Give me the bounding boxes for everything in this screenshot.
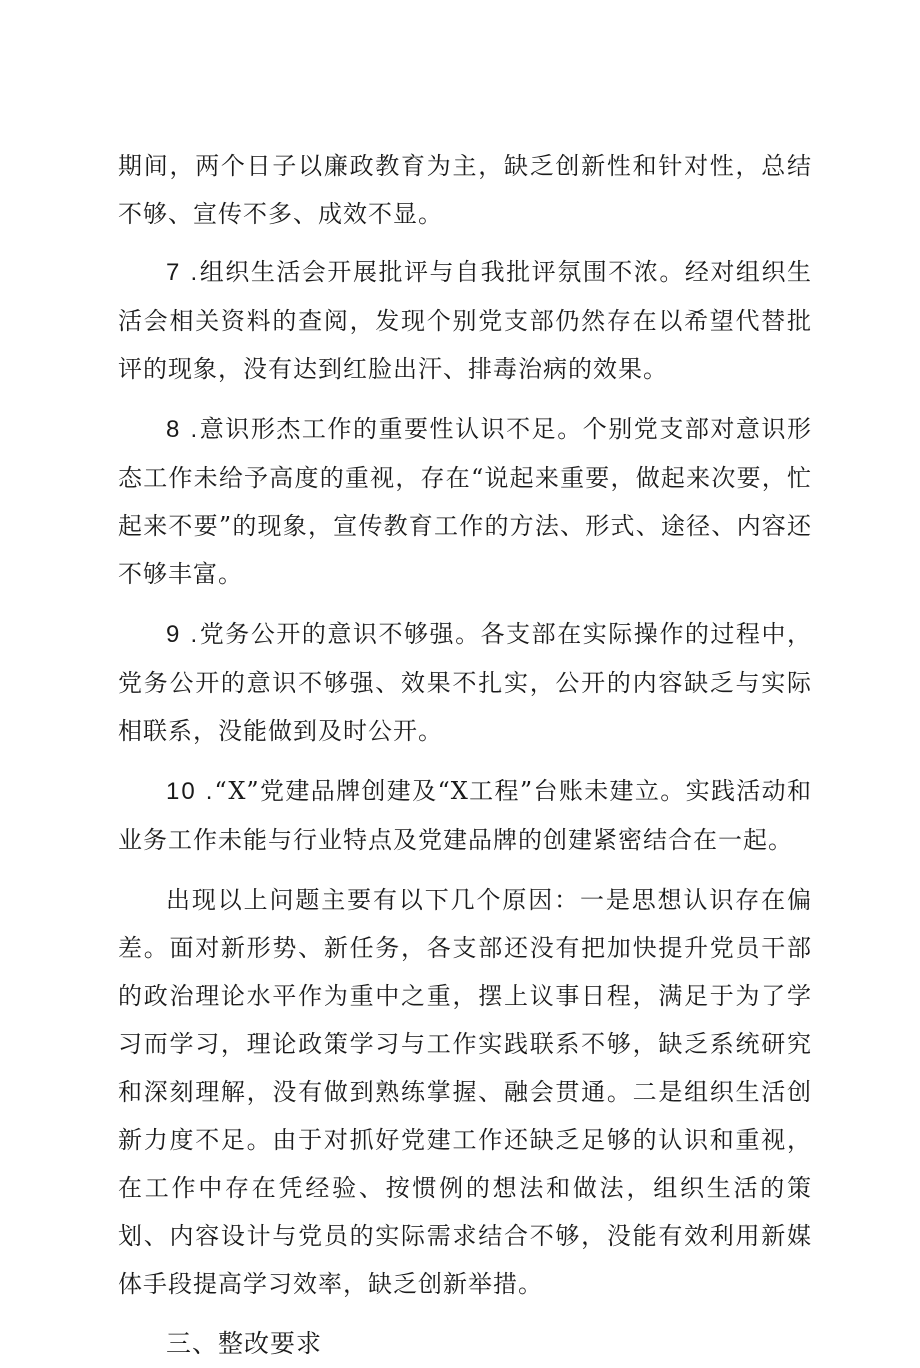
paragraph-text: 党务公开的意识不够强。各支部在实际操作的过程中，党务公开的意识不够强、效果不扎实，公开的内容缺乏与实际相联系，没能做到及时公开。 [118, 620, 812, 745]
paragraph-text: 期间，两个日子以廉政教育为主，缺乏创新性和针对性，总结不够、宣传不多、成效不显。 [118, 152, 812, 228]
paragraph-text: 出现以上问题主要有以下几个原因：一是思想认识存在偏差。面对新形势、新任务，各支部还没有把加快提升党员干部的政治理论水平作为重中之重，摆上议事日程，满足于为了学习而学习，理论政策学习与工作实践联系不够，缺乏系统研究和深刻理解，没有做到熟练掌握、融会贯通。二是组织生活创新力度不足。由于对抓好党建工作还缺乏足够的认识和重视，在工作中存在凭经验、按惯例的想法和做法，组织生活的策划、内容设计与党员的实际需求结合不够，没能有效利用新媒体手段提高学习效率，缺乏创新举措。 [118, 886, 812, 1298]
item-number: 7 . [166, 259, 200, 286]
paragraph-causes [118, 876, 812, 1308]
paragraph-text: “X”党建品牌创建及“X工程”台账未建立。实践活动和业务工作未能与行业特点及党建品牌的创建紧密结合在一起。 [118, 777, 813, 854]
item-number: 10 . [166, 778, 215, 805]
paragraph-text: 意识形杰工作的重要性认识不足。个别党支部对意识形态工作未给予高度的重视，存在“说起来重要，做起来次要，忙起来不要”的现象，宣传教育工作的方法、形式、途径、内容还不够丰富。 [118, 415, 812, 588]
paragraph-text: 组织生活会开展批评与自我批评氛围不浓。经对组织生活会相关资料的查阅，发现个别党支部仍然存在以希望代替批评的现象，没有达到红脸出汗、排毒治病的效果。 [118, 258, 812, 383]
document-body [118, 142, 812, 1368]
paragraph-item-9 [118, 610, 812, 755]
paragraph-item-10 [118, 767, 812, 864]
section-heading: 三、整改要求 [166, 1329, 323, 1358]
paragraph-continuation [118, 142, 812, 238]
paragraph-item-7 [118, 248, 812, 393]
item-number: 8 . [166, 416, 200, 443]
item-number: 9 . [166, 621, 200, 648]
paragraph-item-8 [118, 405, 812, 598]
